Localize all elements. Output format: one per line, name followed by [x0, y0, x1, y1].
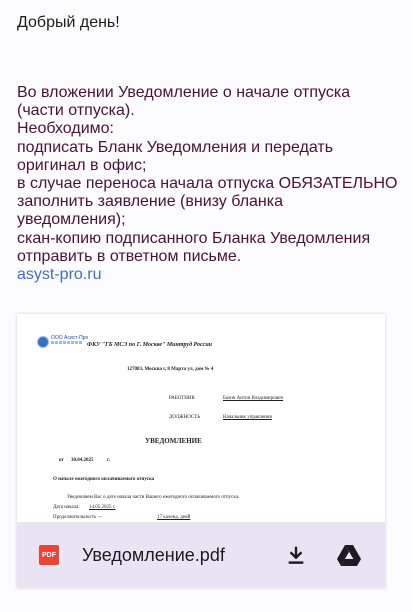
body-line: (части отпуска). [17, 102, 135, 120]
start-date-value: 14.05.2025 г. [89, 505, 116, 510]
worker-value: Базин Антон Владимирович [223, 396, 284, 401]
date-from: от [59, 458, 64, 463]
document-title: УВЕДОМЛЕНИЕ [145, 437, 202, 445]
document-subject: О начале ежегодного оплачиваемого отпуска [53, 477, 155, 482]
position-label: ДОЛЖНОСТЬ [169, 415, 201, 420]
logo-subtitle [51, 341, 83, 344]
body-line: уведомления); [17, 211, 126, 229]
email-body [17, 84, 407, 284]
google-drive-icon[interactable] [337, 544, 361, 566]
company-logo-icon [37, 336, 49, 348]
body-line: отправить в ответном письме. [17, 247, 242, 265]
worker-label: РАБОТНИК [169, 396, 195, 401]
logo-text: ООО Асист-Про [51, 335, 89, 341]
duration-value: 17 календ. дней [157, 515, 191, 520]
position-value: Начальник управления [223, 415, 272, 420]
website-link[interactable]: asyst-pro.ru [17, 266, 102, 284]
greeting: Добрый день! [17, 14, 120, 31]
body-line: Во вложении Уведомление о начале отпуска [17, 84, 351, 101]
date-value: 30.04.2025 [71, 458, 94, 463]
organization-address: 127083, Москва г, 8 Марта ул, дом № 4 [127, 367, 214, 372]
body-line: в случае переноса начала отпуска ОБЯЗАТЕЛЬНО [17, 175, 398, 193]
document-text: Уведомляем Вас о дате начала части Вашего ежегодного оплачиваемого отпуска. [67, 495, 240, 500]
body-line: подписать Бланк Уведомления и передать [17, 138, 334, 156]
organization-name: ФКУ "ГБ МСЭ по Г. Москве" Минтруд России [87, 342, 213, 348]
download-icon[interactable] [285, 544, 307, 566]
attachment-card[interactable] [17, 314, 385, 588]
attachment-preview[interactable] [17, 314, 385, 522]
attachment-file-name[interactable]: Уведомление.pdf [82, 545, 225, 565]
body-line: скан-копию подписанного Бланка Уведомления [17, 229, 371, 247]
date-suffix: г. [107, 458, 110, 463]
body-line: Необходимо: [17, 120, 114, 138]
body-line: заполнить заявление (внизу бланка [17, 193, 284, 211]
body-line: оригинал в офис; [17, 156, 147, 174]
duration-label: Продолжительность — [53, 515, 103, 520]
attachment-footer [17, 522, 385, 588]
start-date-label: Дата начала: [53, 505, 80, 510]
pdf-file-icon: PDF [39, 545, 59, 565]
